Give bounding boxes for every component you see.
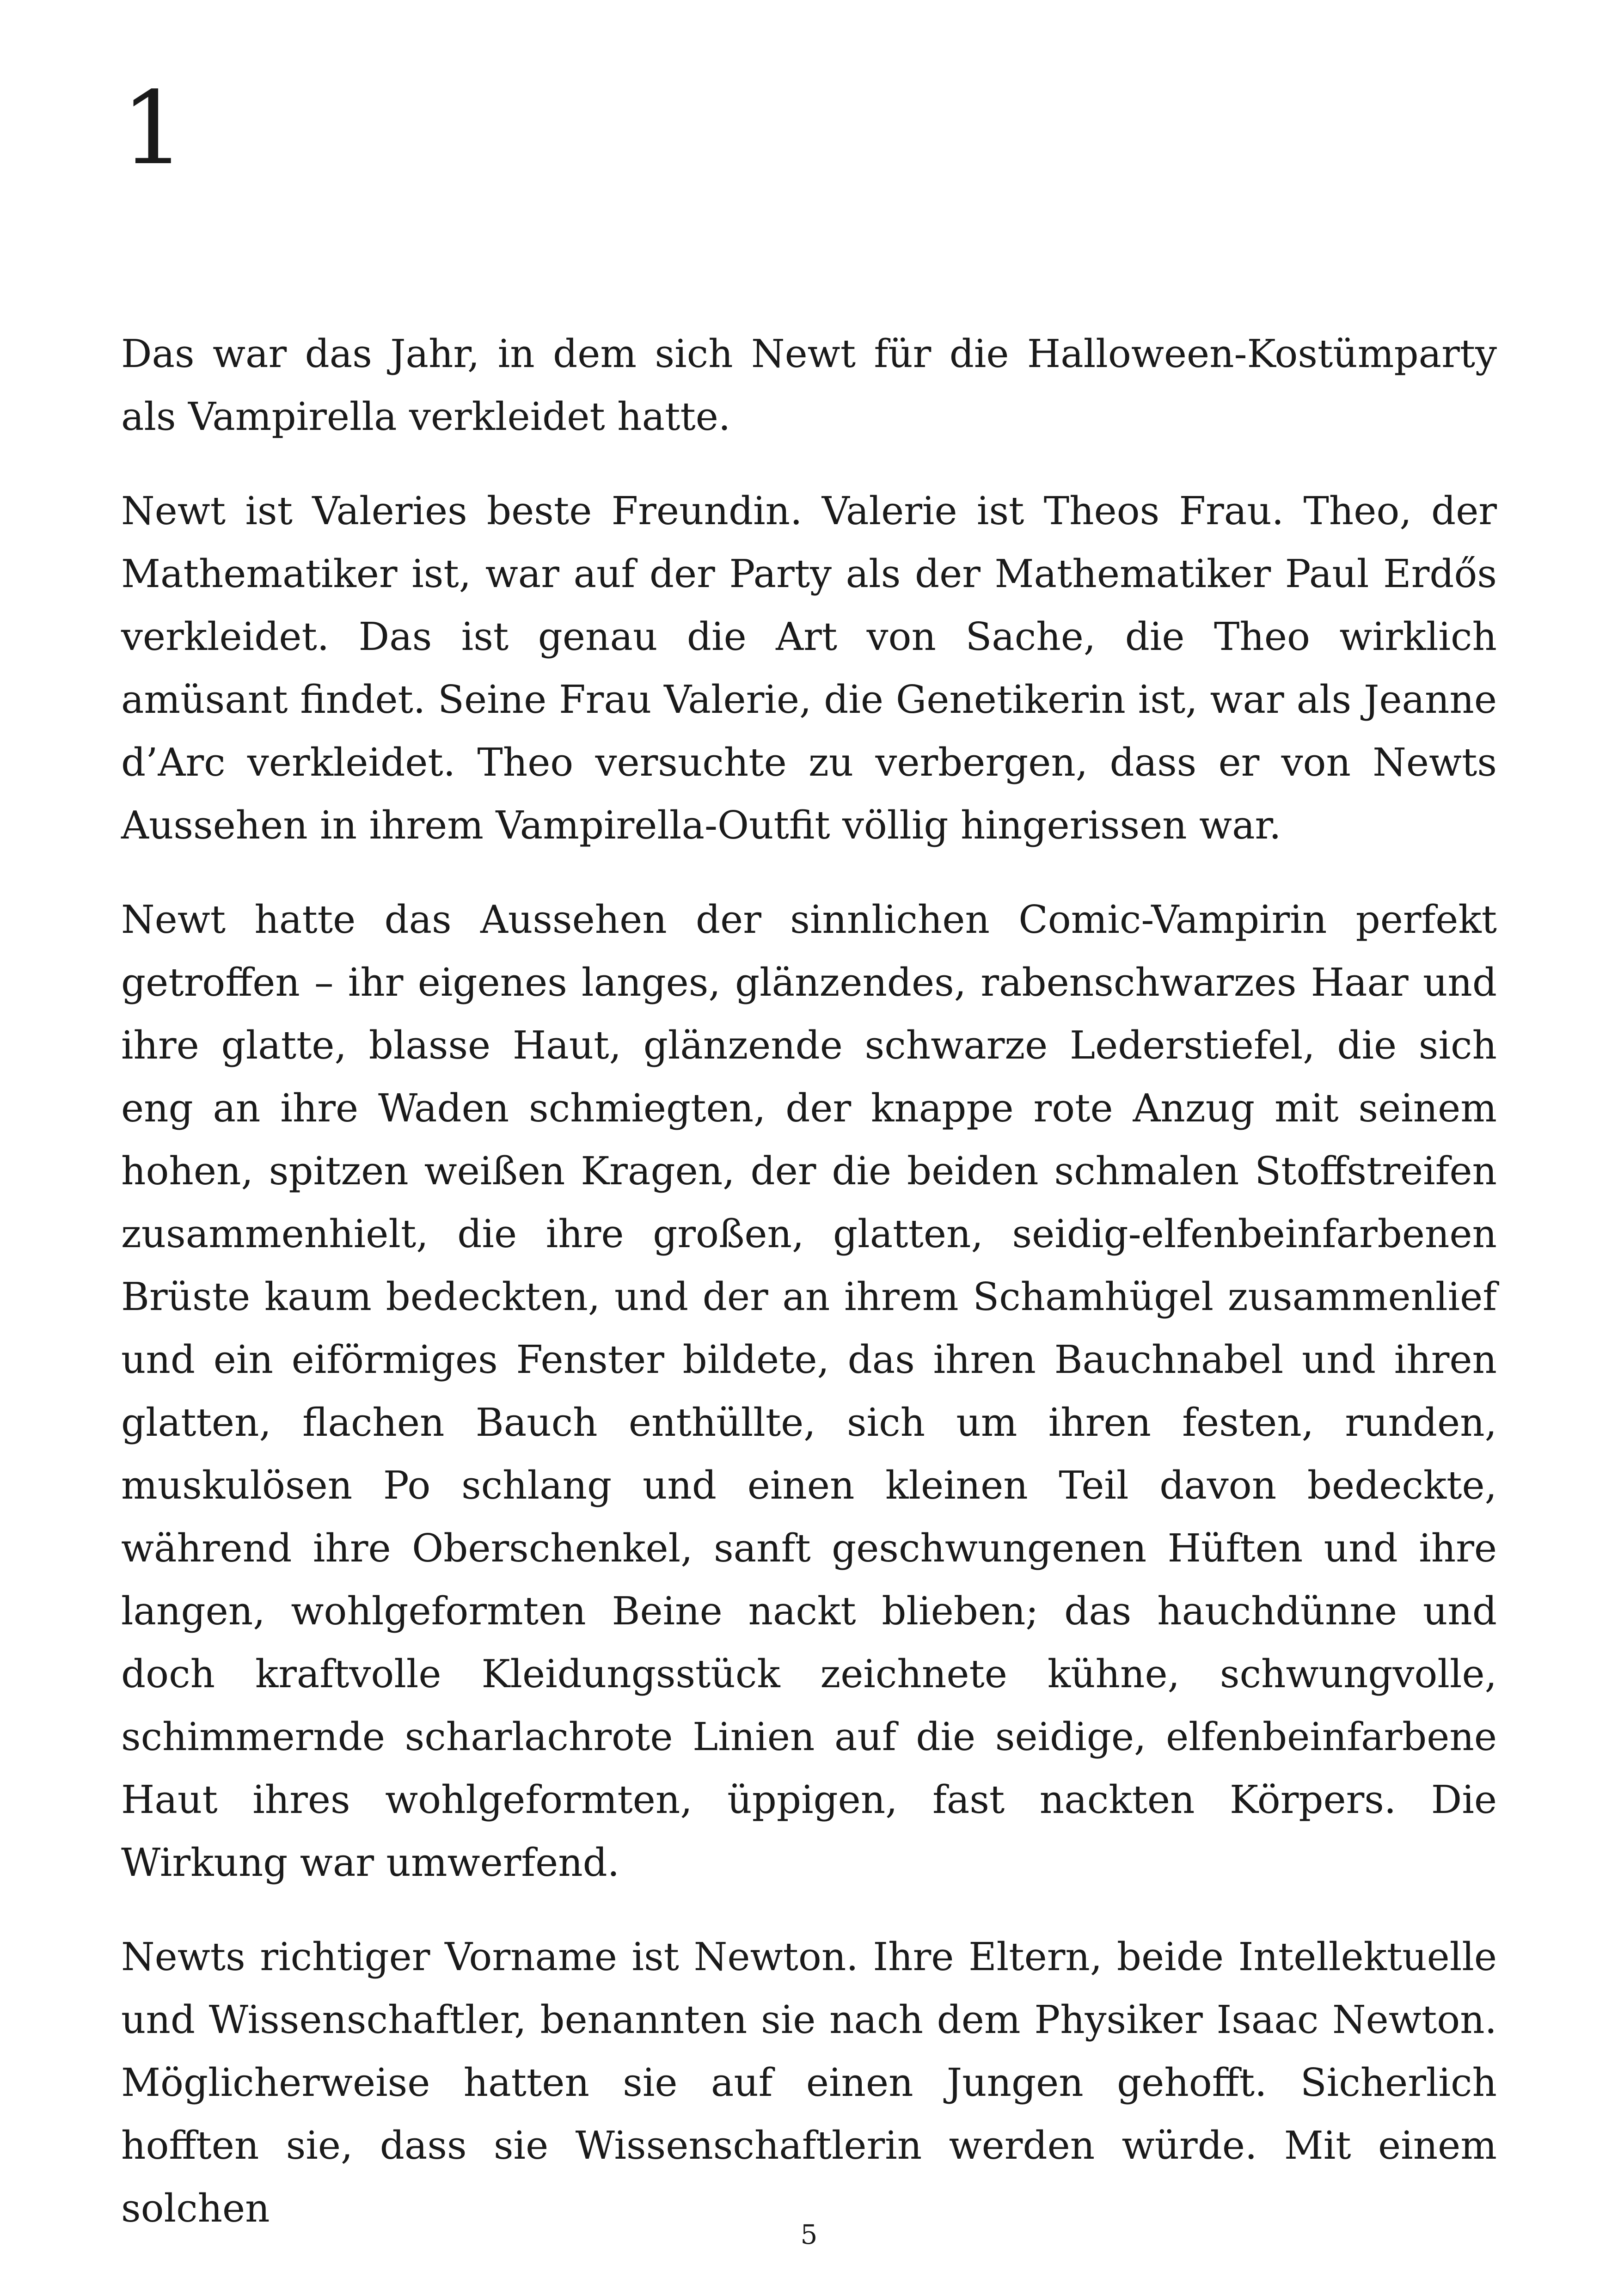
paragraph-4: Newts richtiger Vorname ist Newton. Ihre Eltern, beide Intellektuelle und Wissenschaftler, benannten sie nach dem Physiker Isaac Newton. Möglicherweise hatten sie auf einen Jungen gehofft. Sicherlich hofften sie, dass sie Wissenschaftlerin werden würde. Mit einem solchen xyxy=(121,1935,1497,2231)
paragraph-2: Newt ist Valeries beste Freundin. Valerie ist Theos Frau. Theo, der Mathematiker ist, war auf der Party als der Mathematiker Paul Erdős verkleidet. Das ist genau die Art von Sache, die Theo wirklich amüsant findet. Seine Frau Valerie, die Genetikerin ist, war als Jeanne d’Arc verkleidet. Theo versuchte zu verbergen, dass er von Newts Aussehen in ihrem Vampirella-Outfit völlig hingerissen war. xyxy=(121,489,1497,848)
paragraph-1: Das war das Jahr, in dem sich Newt für die Halloween-Kostümparty als Vampirella verkleidet hatte. xyxy=(121,331,1497,439)
chapter-body xyxy=(121,323,1497,2272)
chapter-number: 1 xyxy=(121,70,185,187)
paragraph-3: Newt hatte das Aussehen der sinnlichen Comic-Vampirin perfekt getroffen – ihr eigenes langes, glänzendes, rabenschwarzes Haar und ihre glatte, blasse Haut, glänzende schwarze Lederstiefel, die sich eng an ihre Waden schmiegten, der knappe rote Anzug mit seinem hohen, spitzen weißen Kragen, der die beiden schmalen Stoffstreifen zusammenhielt, die ihre großen, glatten, seidig-elfenbeinfarbenen Brüste kaum bedeckten, und der an ihrem Schamhügel zusammenlief und ein eiförmiges Fenster bildete, das ihren Bauchnabel und ihren glatten, flachen Bauch enthüllte, sich um ihren festen, runden, muskulösen Po schlang und einen kleinen Teil davon bedeckte, während ihre Oberschenkel, sanft geschwungenen Hüften und ihre langen, wohlgeformten Beine nackt blieben; das hauchdünne und doch kraftvolle Kleidungsstück zeichnete kühne, schwungvolle, schimmernde scharlachrote Linien auf die seidige, elfenbeinfarbene Haut ihres wohlgeformten, üppigen, fast nackten Körpers. Die Wirkung war umwerfend. xyxy=(121,897,1497,1885)
page-number: 5 xyxy=(800,2219,818,2250)
